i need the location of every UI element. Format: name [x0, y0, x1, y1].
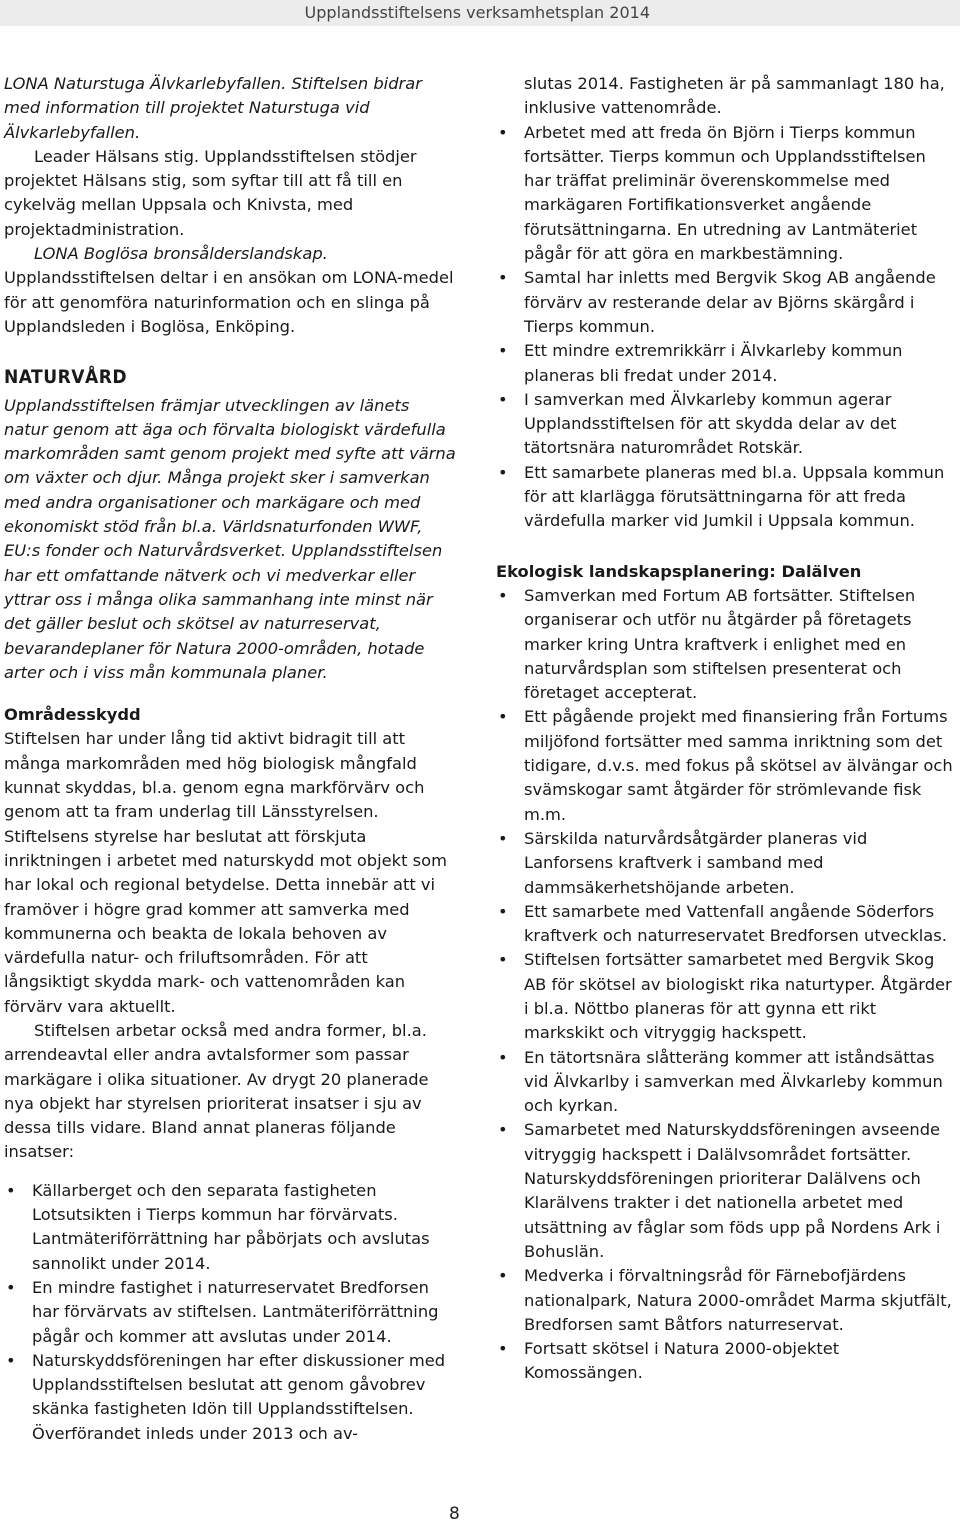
omradesskydd-heading: Områdesskydd: [4, 705, 141, 725]
omradesskydd-paragraph-2: Stiftelsen arbetar också med andra former, bl.a. arrendeavtal eller andra avtalsformer som passar markägare i olika situationer. Av drygt 20 planerade nya objekt har styrelsen prioriterat insatser i sju av dessa tills vidare. Bland annat planeras följande insatser:: [4, 1020, 429, 1162]
list-item: • Naturskyddsföreningen har efter diskussioner med Upplandsstiftelsen beslutat att genom gåvobrev skänka fastigheten Idön till Upplandsstiftelsen. Överförandet inleds under 2013 och av-: [4, 1349, 456, 1446]
list-item: • Samarbetet med Naturskyddsföreningen avseende vitryggig hackspett i Dalälvsområdet fortsätter. Naturskyddsföreningen prioriterar Dalälvens och Klarälvens trakter i det nationella arbetet med utsättning av fåglar som föds upp på Nordens Ark i Bohuslän.: [496, 1118, 956, 1264]
leader-halsans-stig-paragraph: [4, 145, 456, 242]
naturvard-intro: Upplandsstiftelsen främjar utvecklingen av länets natur genom att äga och förvalta biologiskt värdefulla markområden samt genom projekt med syfte att värna om växter och djur. Många projekt sker i samverkan med andra organisationer och markägare och med ekonomiskt stöd från bl.a. Världsnaturfonden WWF, EU:s fonder och Naturvårdsverket. Upplandsstiftelsen har ett omfattande nätverk och vi medverkar eller yttrar oss i många olika sammanhang inte minst när det gäller beslut och skötsel av naturreservat, bevarandeplaner för Natura 2000-områden, hotade arter och i viss mån kommunala planer.: [4, 395, 456, 682]
lona-boglosa-body: Upplandsstiftelsen deltar i en ansökan om LONA-medel för att genomföra naturinformation och en slinga på Upplandsleden i Boglösa, Enköping.: [4, 268, 454, 336]
list-item: • Ett pågående projekt med finansiering från Fortums miljöfond fortsätter med samma inriktning som det tidigare, d.v.s. med fokus på skötsel av älvängar och svämskogar samt åtgärder för strömlevande fisk m.m.: [496, 705, 956, 826]
list-item: • Arbetet med att freda ön Björn i Tierps kommun fortsätter. Tierps kommun och Upplandsstiftelsen har träffat preliminär överenskommelse med markägaren Fortifikationsverket angående förutsättningarna. En utredning av Lantmäteriet pågår för att göra en markbestämning.: [496, 121, 956, 267]
list-item: • Fortsatt skötsel i Natura 2000-objektet Komossängen.: [496, 1337, 956, 1386]
idon-continuation: slutas 2014. Fastigheten är på sammanlagt 180 ha, inklusive vattenområde.: [524, 74, 945, 118]
list-item: • Ett mindre extremrikkärr i Älvkarleby kommun planeras bli fredat under 2014.: [496, 339, 956, 388]
list-item: • Ett samarbete planeras med bl.a. Uppsala kommun för att klarlägga förutsättningarna för att freda värdefulla marker vid Jumkil i Uppsala kommun.: [496, 461, 956, 534]
lona-naturstuga-paragraph: LONA Naturstuga Älvkarlebyfallen. Stiftelsen bidrar med information till projektet Naturstuga vid Älvkarlebyfallen.: [4, 74, 422, 142]
list-item: • I samverkan med Älvkarleby kommun agerar Upplandsstiftelsen för att skydda delar av det tätortsnära naturområdet Rotskär.: [496, 388, 956, 461]
omradesskydd-paragraph-1: Stiftelsen har under lång tid aktivt bidragit till att många markområden med hög biologisk mångfald kunnat skyddas, bl.a. genom egna markförvärv och genom att ta fram underlag till Länsstyrelsen. Stiftelsens styrelse har beslutat att förskjuta inriktningen i arbetet med naturskydd mot objekt som har lokal och regional betydelse. Detta innebär att vi framöver i högre grad kommer att samverka med kommunerna och beakta de lokala behoven av värdefulla natur- och friluftsområden. För att långsiktigt skydda mark- och vattenområden kan förvärv vara aktuellt.: [4, 729, 447, 1016]
omradesskydd-insatser-list: [4, 1179, 456, 1446]
list-item: • En tätortsnära slåtteräng kommer att iståndsättas vid Älvkarlby i samverkan med Älvkarleby kommun och kyrkan.: [496, 1046, 956, 1119]
list-item: • Samtal har inletts med Bergvik Skog AB angående förvärv av resterande delar av Björns skärgård i Tierps kommun.: [496, 266, 956, 339]
list-item: • En mindre fastighet i naturreservatet Bredforsen har förvärvats av stiftelsen. Lantmäteriförrättning pågår och kommer att avslutas under 2014.: [4, 1276, 456, 1349]
lona-boglosa-title: LONA Boglösa bronsålderslandskap.: [34, 244, 328, 264]
dalalven-list: [496, 584, 956, 1386]
omradesskydd-list-continued: [496, 121, 956, 534]
list-item: • Stiftelsen fortsätter samarbetet med Bergvik Skog AB för skötsel av biologiskt rika naturtyper. Åtgärder i bl.a. Nöttbo planeras för att gynna ett rikt markskikt och vitryggig hackspett.: [496, 948, 956, 1045]
naturvard-heading: NATURVÅRD: [4, 366, 128, 389]
list-item: • Samverkan med Fortum AB fortsätter. Stiftelsen organiserar och utför nu åtgärder på företagets marker kring Untra kraftverk i enlighet med en naturvårdsplan som stiftelsen presenterat och företaget accepterat.: [496, 584, 956, 705]
list-item: • Särskilda naturvårdsåtgärder planeras vid Lanforsens kraftverk i samband med dammsäkerhetshöjande arbeten.: [496, 827, 956, 900]
list-item: • Ett samarbete med Vattenfall angående Söderfors kraftverk och naturreservatet Bredforsen utvecklas.: [496, 900, 956, 949]
list-item: • Medverka i förvaltningsråd för Färnebofjärdens nationalpark, Natura 2000-området Marma skjutfält, Bredforsen samt Båtfors naturreservat.: [496, 1264, 956, 1337]
running-header: [0, 0, 960, 26]
page-number: 8: [449, 1504, 460, 1524]
lona-boglosa-paragraph: [4, 242, 456, 339]
ekologisk-landskapsplanering-heading: Ekologisk landskapsplanering: Dalälven: [496, 561, 862, 581]
document-title: Upplandsstiftelsens verksamhetsplan 2014: [304, 3, 650, 22]
leader-halsans-stig-text: Leader Hälsans stig. Upplandsstiftelsen stödjer projektet Hälsans stig, som syftar till att få till en cykelväg mellan Uppsala och Knivsta, med projektadministration.: [4, 146, 417, 239]
list-item: • Källarberget och den separata fastigheten Lotsutsikten i Tierps kommun har förvärvats. Lantmäteriförrättning har påbörjats och avslutas sannolikt under 2014.: [4, 1179, 456, 1276]
left-column: [4, 72, 456, 1446]
right-column: [496, 72, 956, 1386]
